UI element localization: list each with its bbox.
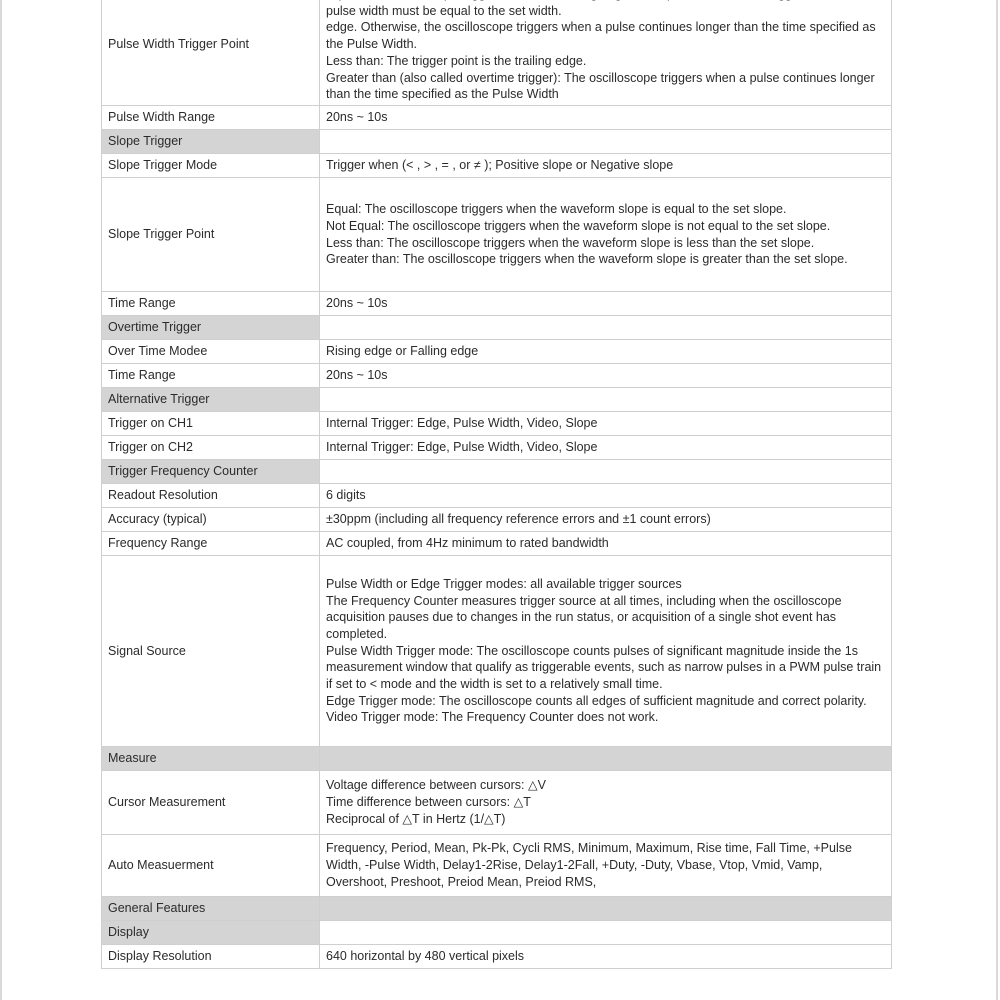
section-title: Slope Trigger	[102, 130, 320, 154]
table-row	[102, 0, 892, 106]
spec-value: Pulse Width or Edge Trigger modes: all available trigger sources The Frequency Counter measures trigger source at all times, including when the oscilloscope acquisition pauses due to changes in the run status, or acquisition of a single shot event has completed. Pulse Width Trigger mode: The oscilloscope counts pulses of significant magnitude inside the 1s measurement window that qualify as triggerable events, such as narrow pulses in a PWM pulse train if set to < mode and the width is set to a relatively small time. Edge Trigger mode: The oscilloscope counts all edges of sufficient magnitude and correct polarity. Video Trigger mode: The Frequency Counter does not work.	[320, 556, 892, 747]
spec-value: 20ns ~ 10s	[320, 292, 892, 316]
section-title: General Features	[102, 897, 320, 921]
spec-value	[320, 897, 892, 921]
spec-value: Frequency, Period, Mean, Pk-Pk, Cycli RMS, Minimum, Maximum, Rise time, Fall Time, +Pulse Width, -Pulse Width, Delay1-2Rise, Delay1-2Fall, +Duty, -Duty, Vbase, Vtop, Vmid, Vamp, Overshoot, Preshoot, Preiod Mean, Preiod RMS,	[320, 835, 892, 897]
section-header-row	[102, 747, 892, 771]
spec-value: Internal Trigger: Edge, Pulse Width, Video, Slope	[320, 412, 892, 436]
page-right-border	[996, 0, 998, 1000]
spec-label: Auto Measuerment	[102, 835, 320, 897]
spec-value: 20ns ~ 10s	[320, 364, 892, 388]
spec-label: Pulse Width Trigger Point	[102, 0, 320, 106]
spec-label: Cursor Measurement	[102, 771, 320, 835]
spec-label: Time Range	[102, 364, 320, 388]
spec-label: Slope Trigger Point	[102, 178, 320, 292]
spec-value: Voltage difference between cursors: △V Time difference between cursors: △T Reciprocal of △T in Hertz (1/△T)	[320, 771, 892, 835]
spec-label: Trigger on CH2	[102, 436, 320, 460]
spec-value	[320, 388, 892, 412]
spec-label: Time Range	[102, 292, 320, 316]
spec-value	[320, 921, 892, 945]
section-title: Alternative Trigger	[102, 388, 320, 412]
spec-value: 6 digits	[320, 484, 892, 508]
spec-value	[320, 316, 892, 340]
spec-value: Rising edge or Falling edge	[320, 340, 892, 364]
table-row	[102, 945, 892, 969]
table-row	[102, 484, 892, 508]
table-row	[102, 508, 892, 532]
spec-label: Pulse Width Range	[102, 106, 320, 130]
spec-value	[320, 130, 892, 154]
table-row	[102, 106, 892, 130]
table-row	[102, 340, 892, 364]
spec-label: Frequency Range	[102, 532, 320, 556]
spec-table	[101, 0, 892, 969]
spec-value: ±30ppm (including all frequency reference errors and ±1 count errors)	[320, 508, 892, 532]
section-header-row	[102, 921, 892, 945]
table-row	[102, 178, 892, 292]
section-header-row	[102, 897, 892, 921]
table-row	[102, 835, 892, 897]
table-row	[102, 154, 892, 178]
spec-label: Trigger on CH1	[102, 412, 320, 436]
spec-value: AC coupled, from 4Hz minimum to rated bandwidth	[320, 532, 892, 556]
table-row	[102, 412, 892, 436]
spec-value: Equal: The oscilloscope triggers when the waveform slope is equal to the set slope. Not Equal: The oscilloscope triggers when the waveform slope is not equal to the set slope. Less than: The oscilloscope triggers when the waveform slope is less than the set slope. Greater than: The oscilloscope triggers when the waveform slope is greater than the set slope.	[320, 178, 892, 292]
section-title: Trigger Frequency Counter	[102, 460, 320, 484]
spec-value: Trigger when (< , > , = , or ≠ ); Positive slope or Negative slope	[320, 154, 892, 178]
section-header-row	[102, 130, 892, 154]
spec-value: pulse width must be equal to the set width. edge. Otherwise, the oscilloscope triggers when a pulse continues longer than the time specified as the Pulse Width. Less than: The trigger point is the trailing edge. Greater than (also called overtime trigger): The oscilloscope triggers when a pulse continues longer than the time specified as the Pulse Width	[320, 0, 892, 106]
section-title: Display	[102, 921, 320, 945]
section-title: Measure	[102, 747, 320, 771]
spec-label: Display Resolution	[102, 945, 320, 969]
spec-value: 20ns ~ 10s	[320, 106, 892, 130]
spec-value: Internal Trigger: Edge, Pulse Width, Video, Slope	[320, 436, 892, 460]
spec-value: 640 horizontal by 480 vertical pixels	[320, 945, 892, 969]
spec-value	[320, 747, 892, 771]
table-row	[102, 436, 892, 460]
spec-label: Over Time Modee	[102, 340, 320, 364]
table-row	[102, 556, 892, 747]
spec-label: Slope Trigger Mode	[102, 154, 320, 178]
table-row	[102, 532, 892, 556]
section-header-row	[102, 460, 892, 484]
table-row	[102, 771, 892, 835]
spec-label: Readout Resolution	[102, 484, 320, 508]
section-header-row	[102, 388, 892, 412]
section-header-row	[102, 316, 892, 340]
spec-label: Accuracy (typical)	[102, 508, 320, 532]
spec-value	[320, 460, 892, 484]
spec-label: Signal Source	[102, 556, 320, 747]
section-title: Overtime Trigger	[102, 316, 320, 340]
page-left-border	[0, 0, 2, 1000]
table-row	[102, 292, 892, 316]
table-row	[102, 364, 892, 388]
